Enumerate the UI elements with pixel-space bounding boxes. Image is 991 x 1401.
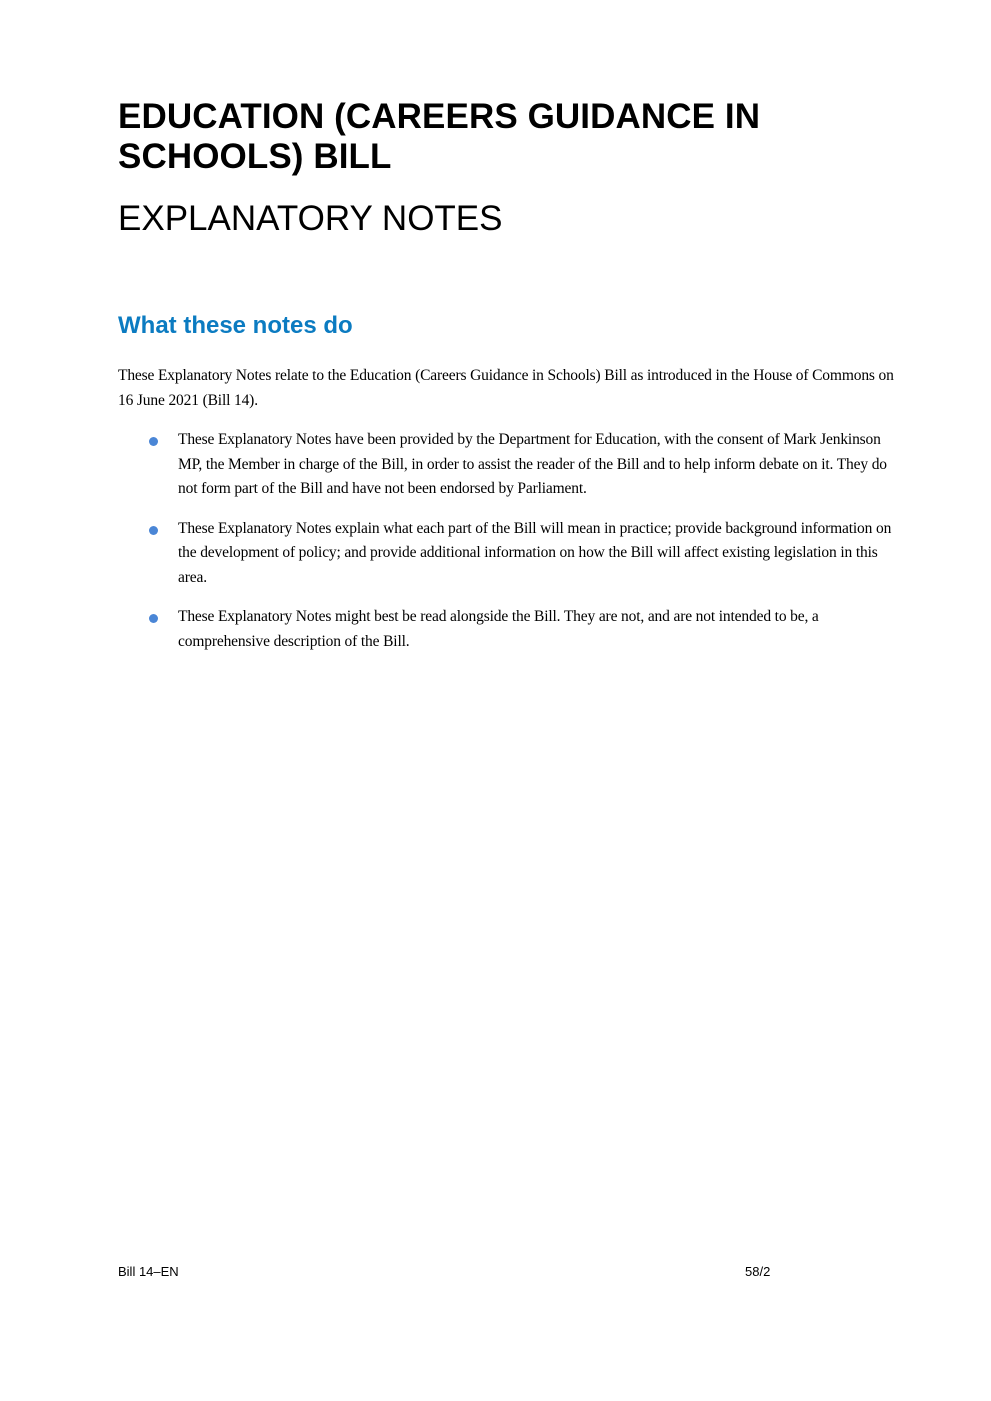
bullet-text: These Explanatory Notes have been provided by the Department for Education, with the consent of Mark Jenkinson MP, the Member in charge of the Bill, in order to assist the reader of the Bill and to help inform debate on it. They do not form part of the Bill and have not been endorsed by Parliament. bbox=[178, 431, 887, 497]
bullet-list bbox=[118, 428, 908, 669]
footer-bill-reference: Bill 14–EN bbox=[118, 1264, 179, 1279]
list-item bbox=[118, 517, 908, 591]
bullet-dot-icon bbox=[149, 437, 158, 446]
bullet-dot-icon bbox=[149, 614, 158, 623]
bullet-text: These Explanatory Notes might best be read alongside the Bill. They are not, and are not intended to be, a comprehensive description of the Bill. bbox=[178, 608, 819, 650]
list-item bbox=[118, 605, 908, 654]
list-item bbox=[118, 428, 908, 502]
bill-title: EDUCATION (CAREERS GUIDANCE IN SCHOOLS) BILL bbox=[118, 97, 761, 176]
footer-print-number: 58/2 bbox=[745, 1264, 771, 1279]
document-subtitle: EXPLANATORY NOTES bbox=[118, 199, 503, 238]
bullet-dot-icon bbox=[149, 526, 158, 535]
bullet-text: These Explanatory Notes explain what each part of the Bill will mean in practice; provide background information on the development of policy; and provide additional information on how the Bill will affect existing legislation in this area. bbox=[178, 519, 892, 586]
section-heading: What these notes do bbox=[118, 312, 353, 339]
intro-paragraph: These Explanatory Notes relate to the Education (Careers Guidance in Schools) Bill as introduced in the House of Commons on 16 June 2021 (Bill 14). bbox=[118, 367, 894, 409]
